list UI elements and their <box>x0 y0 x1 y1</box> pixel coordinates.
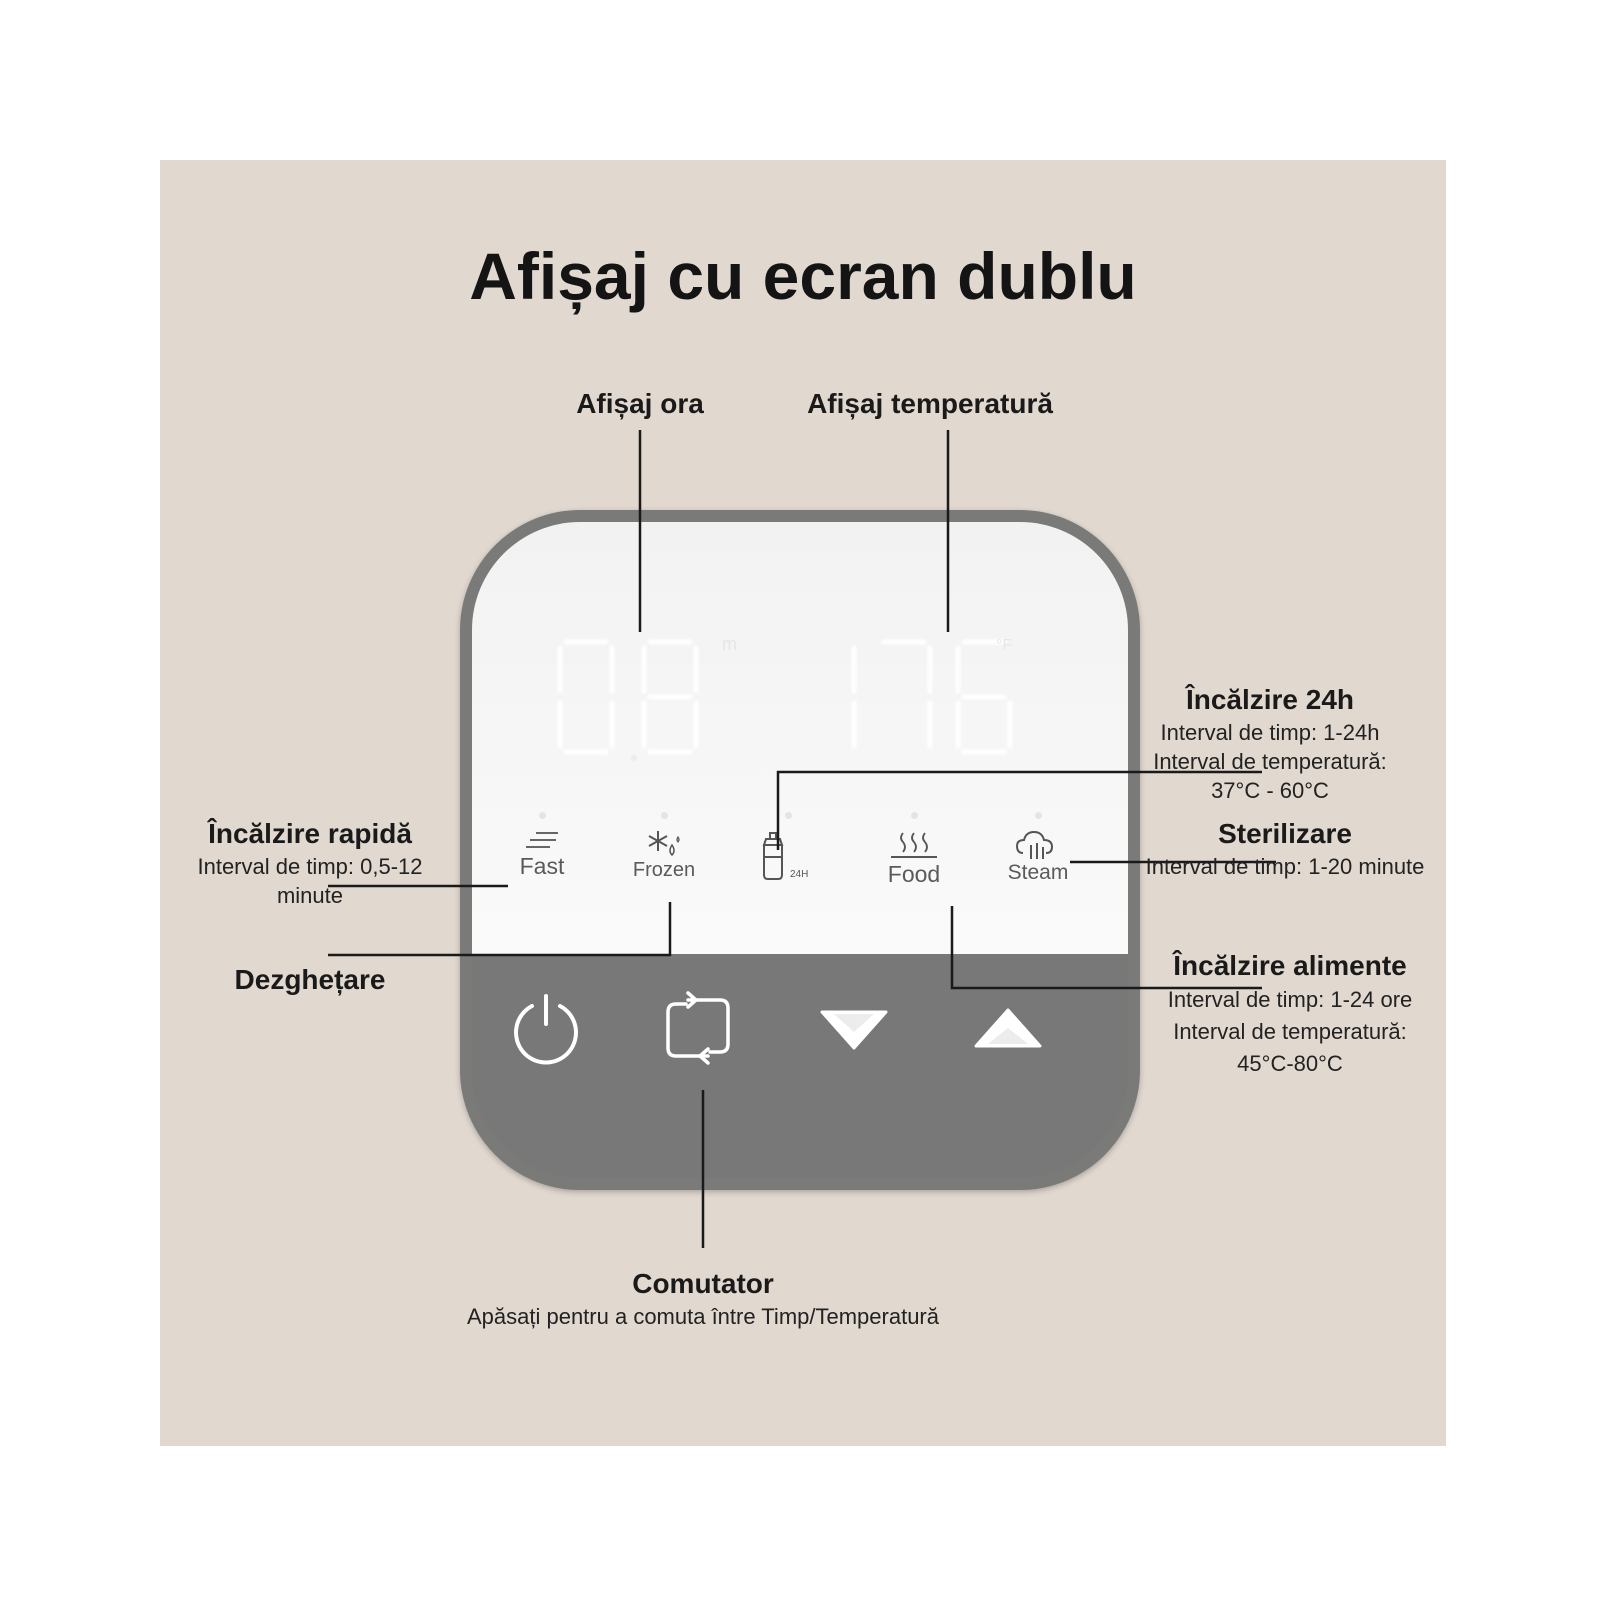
label-title: Sterilizare <box>1218 818 1352 849</box>
label-title: Încălzire rapidă <box>208 818 412 849</box>
label-heat24 <box>1115 682 1425 805</box>
label-food <box>1140 948 1440 1080</box>
mode-label: Food <box>887 861 941 887</box>
label-line: 37°C - 60°C <box>1211 778 1329 803</box>
label-title: Încălzire alimente <box>1173 950 1407 981</box>
label-line: Interval de timp: 0,5-12 <box>197 854 423 879</box>
label-title: Dezghețare <box>234 964 386 995</box>
label-title: Comutator <box>632 1268 774 1299</box>
mode-24h-text: 24H <box>790 869 809 880</box>
mode-label: Steam <box>1007 861 1069 884</box>
label-line: Interval de timp: 1-24h <box>1160 720 1380 745</box>
label-line: Interval de timp: 1-20 minute <box>1145 854 1425 879</box>
label-temp-display <box>790 386 1070 422</box>
label-time-display <box>540 386 740 422</box>
label-title: Afișaj ora <box>576 388 704 419</box>
label-fast <box>180 816 440 910</box>
label-switcher <box>403 1266 1003 1331</box>
label-sterilize <box>1130 816 1440 881</box>
label-title: Afișaj temperatură <box>807 388 1053 419</box>
label-defrost <box>210 962 410 998</box>
time-unit: m <box>722 634 737 654</box>
label-line: Interval de temperatură: <box>1173 1019 1407 1044</box>
label-line: Interval de timp: 1-24 ore <box>1167 987 1413 1012</box>
label-line: minute <box>276 883 344 908</box>
temp-unit: °F <box>996 637 1013 654</box>
mode-label: Fast <box>519 853 565 879</box>
mode-label: Frozen <box>632 859 696 881</box>
label-title: Încălzire 24h <box>1185 684 1355 715</box>
label-line: Interval de temperatură: <box>1153 749 1387 774</box>
label-line: Apăsați pentru a comuta între Timp/Temperatură <box>466 1304 939 1329</box>
page-title: Afișaj cu ecran dublu <box>469 239 1137 313</box>
label-line: 45°C-80°C <box>1237 1051 1343 1076</box>
